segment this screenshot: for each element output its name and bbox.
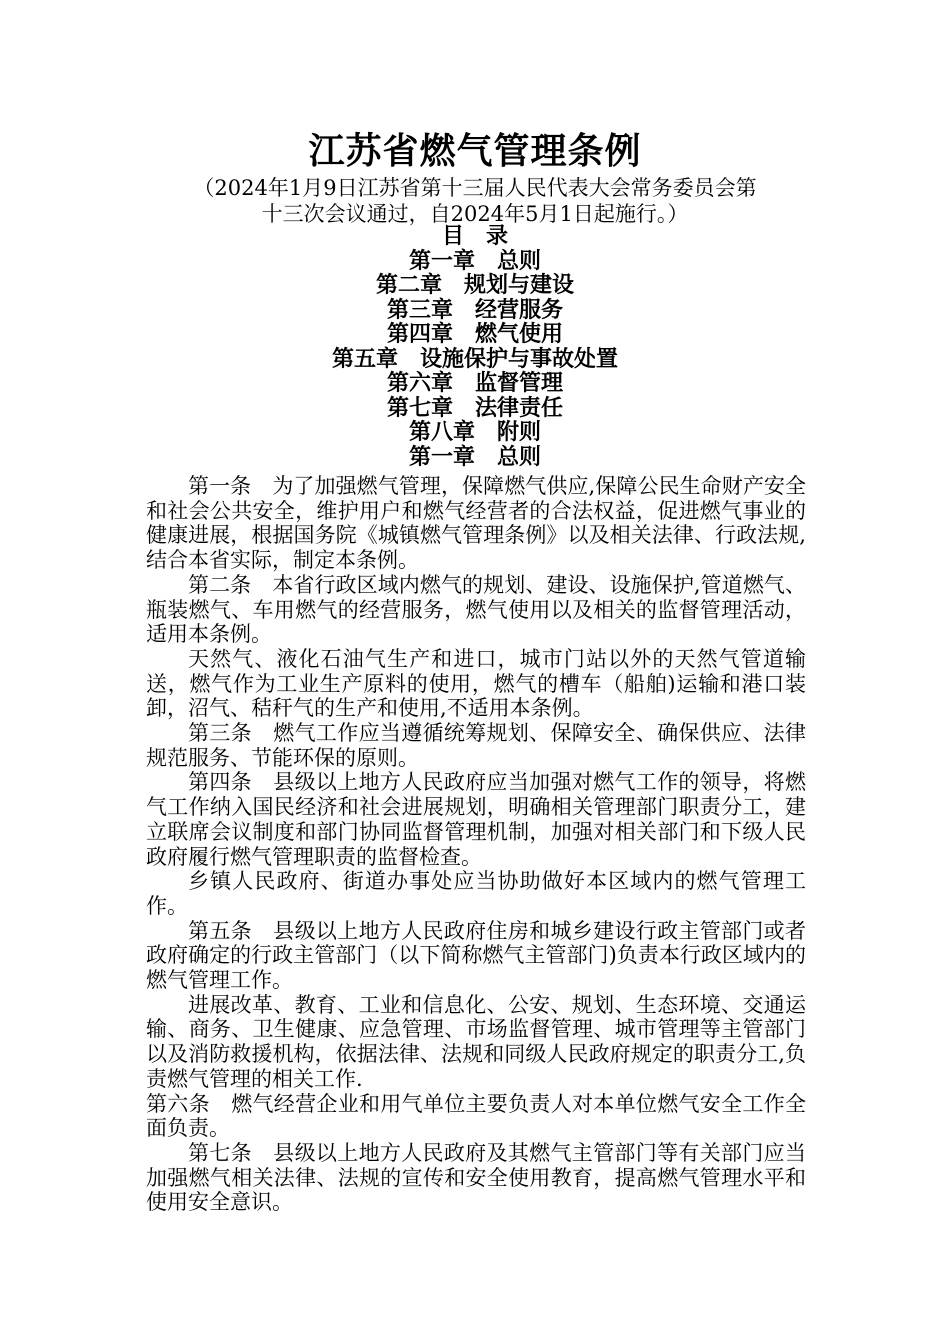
article-paragraph: 第四条 县级以上地方人民政府应当加强对燃气工作的领导，将燃气工作纳入国民经济和社会进展规划，明确相关管理部门职责分工，建立联席会议制度和部门协同监督管理机制，加强对相关部门和下级人民政府履行燃气管理职责的监督检查。 (146, 770, 806, 869)
chapter-heading: 第一章 总则 (408, 443, 541, 470)
article-paragraph: 第二条 本省行政区域内燃气的规划、建设、设施保护,管道燃气、瓶装燃气、车用燃气的经营服务，燃气使用以及相关的监督管理活动，适用本条例。 (146, 572, 806, 647)
document-body (146, 474, 806, 1215)
table-of-contents (0, 224, 950, 469)
article-paragraph: 第七条 县级以上地方人民政府及其燃气主管部门等有关部门应当加强燃气相关法律、法规的宣传和安全使用教育，提高燃气管理水平和使用安全意识。 (146, 1140, 806, 1215)
toc-item: 第二章 规划与建设 (375, 272, 574, 298)
article-paragraph: 第三条 燃气工作应当遵循统筹规划、保障安全、确保供应、法律规范服务、节能环保的原则。 (146, 721, 806, 770)
subtitle-line: 十三次会议通过，自2024年5月1日起施行。） (261, 202, 689, 226)
article-paragraph: 乡镇人民政府、街道办事处应当协助做好本区域内的燃气管理工作。 (146, 869, 806, 918)
article-paragraph: 第一条 为了加强燃气管理，保障燃气供应,保障公民生命财产安全和社会公共安全，维护用户和燃气经营者的合法权益，促进燃气事业的健康进展，根据国务院《城镇燃气管理条例》以及相关法律、行政法规,结合本省实际，制定本条例。 (146, 474, 806, 573)
article-paragraph: 第五条 县级以上地方人民政府住房和城乡建设行政主管部门或者政府确定的行政主管部门（以下简称燃气主管部门)负责本行政区域内的燃气管理工作。 (146, 918, 806, 993)
toc-item: 第三章 经营服务 (386, 296, 563, 323)
subtitle-line: （2024年1月9日江苏省第十三届人民代表大会常务委员会第 (193, 176, 757, 200)
toc-item: 第五章 设施保护与事故处置 (331, 345, 618, 372)
toc-heading: 目 录 (441, 223, 508, 249)
toc-item: 第七章 法律责任 (386, 394, 563, 421)
article-paragraph: 进展改革、教育、工业和信息化、公安、规划、生态环境、交通运输、商务、卫生健康、应急管理、市场监督管理、城市管理等主管部门以及消防救援机构，依据法律、法规和同级人民政府规定的职责分工,负责燃气管理的相关工作. (146, 992, 806, 1091)
toc-item: 第一章 总则 (408, 247, 541, 274)
toc-item: 第八章 附则 (408, 419, 541, 445)
article-paragraph: 天然气、液化石油气生产和进口，城市门站以外的天然气管道输送，燃气作为工业生产原料的使用，燃气的槽车（船舶)运输和港口装卸，沼气、秸秆气的生产和使用,不适用本条例。 (146, 646, 806, 721)
article-paragraph: 第六条 燃气经营企业和用气单位主要负责人对本单位燃气安全工作全面负责。 (146, 1091, 806, 1141)
toc-item: 第四章 燃气使用 (386, 321, 563, 347)
document-title: 江苏省燃气管理条例 (308, 130, 642, 172)
document-subtitle (140, 175, 810, 227)
toc-item: 第六章 监督管理 (386, 370, 563, 396)
